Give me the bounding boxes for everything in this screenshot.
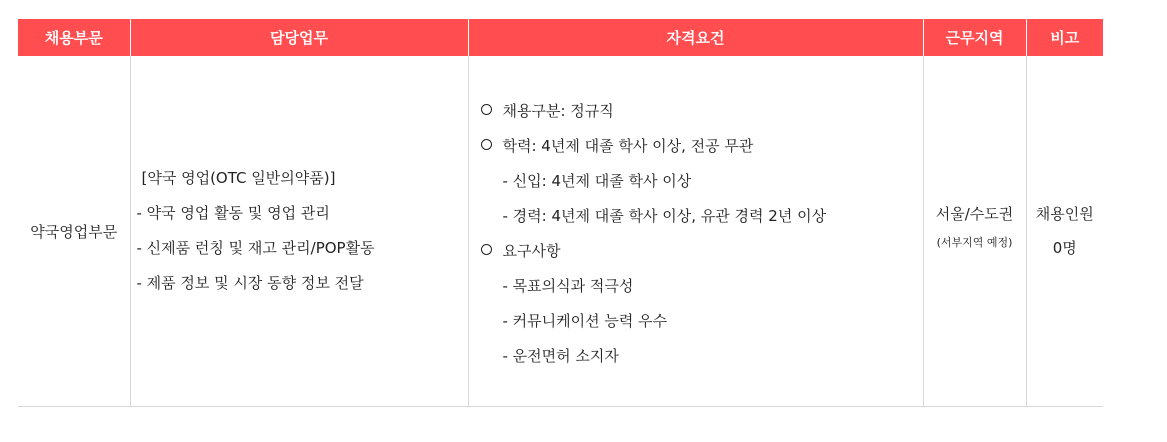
qualification-subitem: - 경력: 4년제 대졸 학사 이상, 유관 경력 2년 이상: [502, 207, 827, 225]
qualification-text: 학력: 4년제 대졸 학사 이상, 전공 무관: [502, 137, 754, 155]
duty-item: - 제품 정보 및 시장 동향 정보 전달: [136, 274, 364, 292]
qualification-subitem: - 커뮤니케이션 능력 우수: [502, 312, 668, 330]
note-cell: [1026, 56, 1103, 407]
recruitment-table-wrapper: [18, 19, 1103, 407]
header-duties: 담당업무: [130, 19, 468, 56]
qualification-subitem: - 목표의식과 적극성: [502, 277, 634, 295]
location-sub: (서부지역 예정): [936, 236, 1013, 249]
qualifications-cell: [468, 56, 923, 407]
recruitment-table: [18, 19, 1103, 407]
location-main: 서울/수도권: [935, 205, 1014, 223]
qualification-text: 채용구분: 정규직: [502, 102, 614, 120]
qualification-text: 요구사항: [502, 242, 561, 260]
circle-bullet-icon: [481, 244, 492, 255]
table-row: [18, 56, 1103, 407]
circle-bullet-icon: [481, 104, 492, 115]
header-note: 비고: [1026, 19, 1103, 56]
duty-item: - 약국 영업 활동 및 영업 관리: [136, 204, 330, 222]
location-cell: [923, 56, 1026, 407]
qualification-subitem: - 운전면허 소지자: [502, 347, 619, 365]
qualification-item: [481, 129, 923, 164]
qualifications-list: [469, 88, 923, 374]
header-location: 근무지역: [923, 19, 1026, 56]
duty-item: - 신제품 런칭 및 재고 관리/POP활동: [136, 239, 375, 257]
qualification-item: [481, 234, 923, 269]
circle-bullet-icon: [481, 139, 492, 150]
qualification-subitem: - 신입: 4년제 대졸 학사 이상: [502, 172, 692, 190]
header-qualifications: 자격요건: [468, 19, 923, 56]
duties-heading: [약국 영업(OTC 일반의약품)]: [141, 169, 336, 187]
duties-list: [131, 161, 468, 301]
department-cell: 약국영업부문: [18, 56, 130, 407]
qualification-item: [481, 94, 923, 129]
note-headcount-label: 채용인원: [1035, 205, 1094, 223]
note-headcount-value: 0명: [1052, 239, 1077, 257]
table-header-row: [18, 19, 1103, 56]
duties-cell: [130, 56, 468, 407]
header-department: 채용부문: [18, 19, 130, 56]
